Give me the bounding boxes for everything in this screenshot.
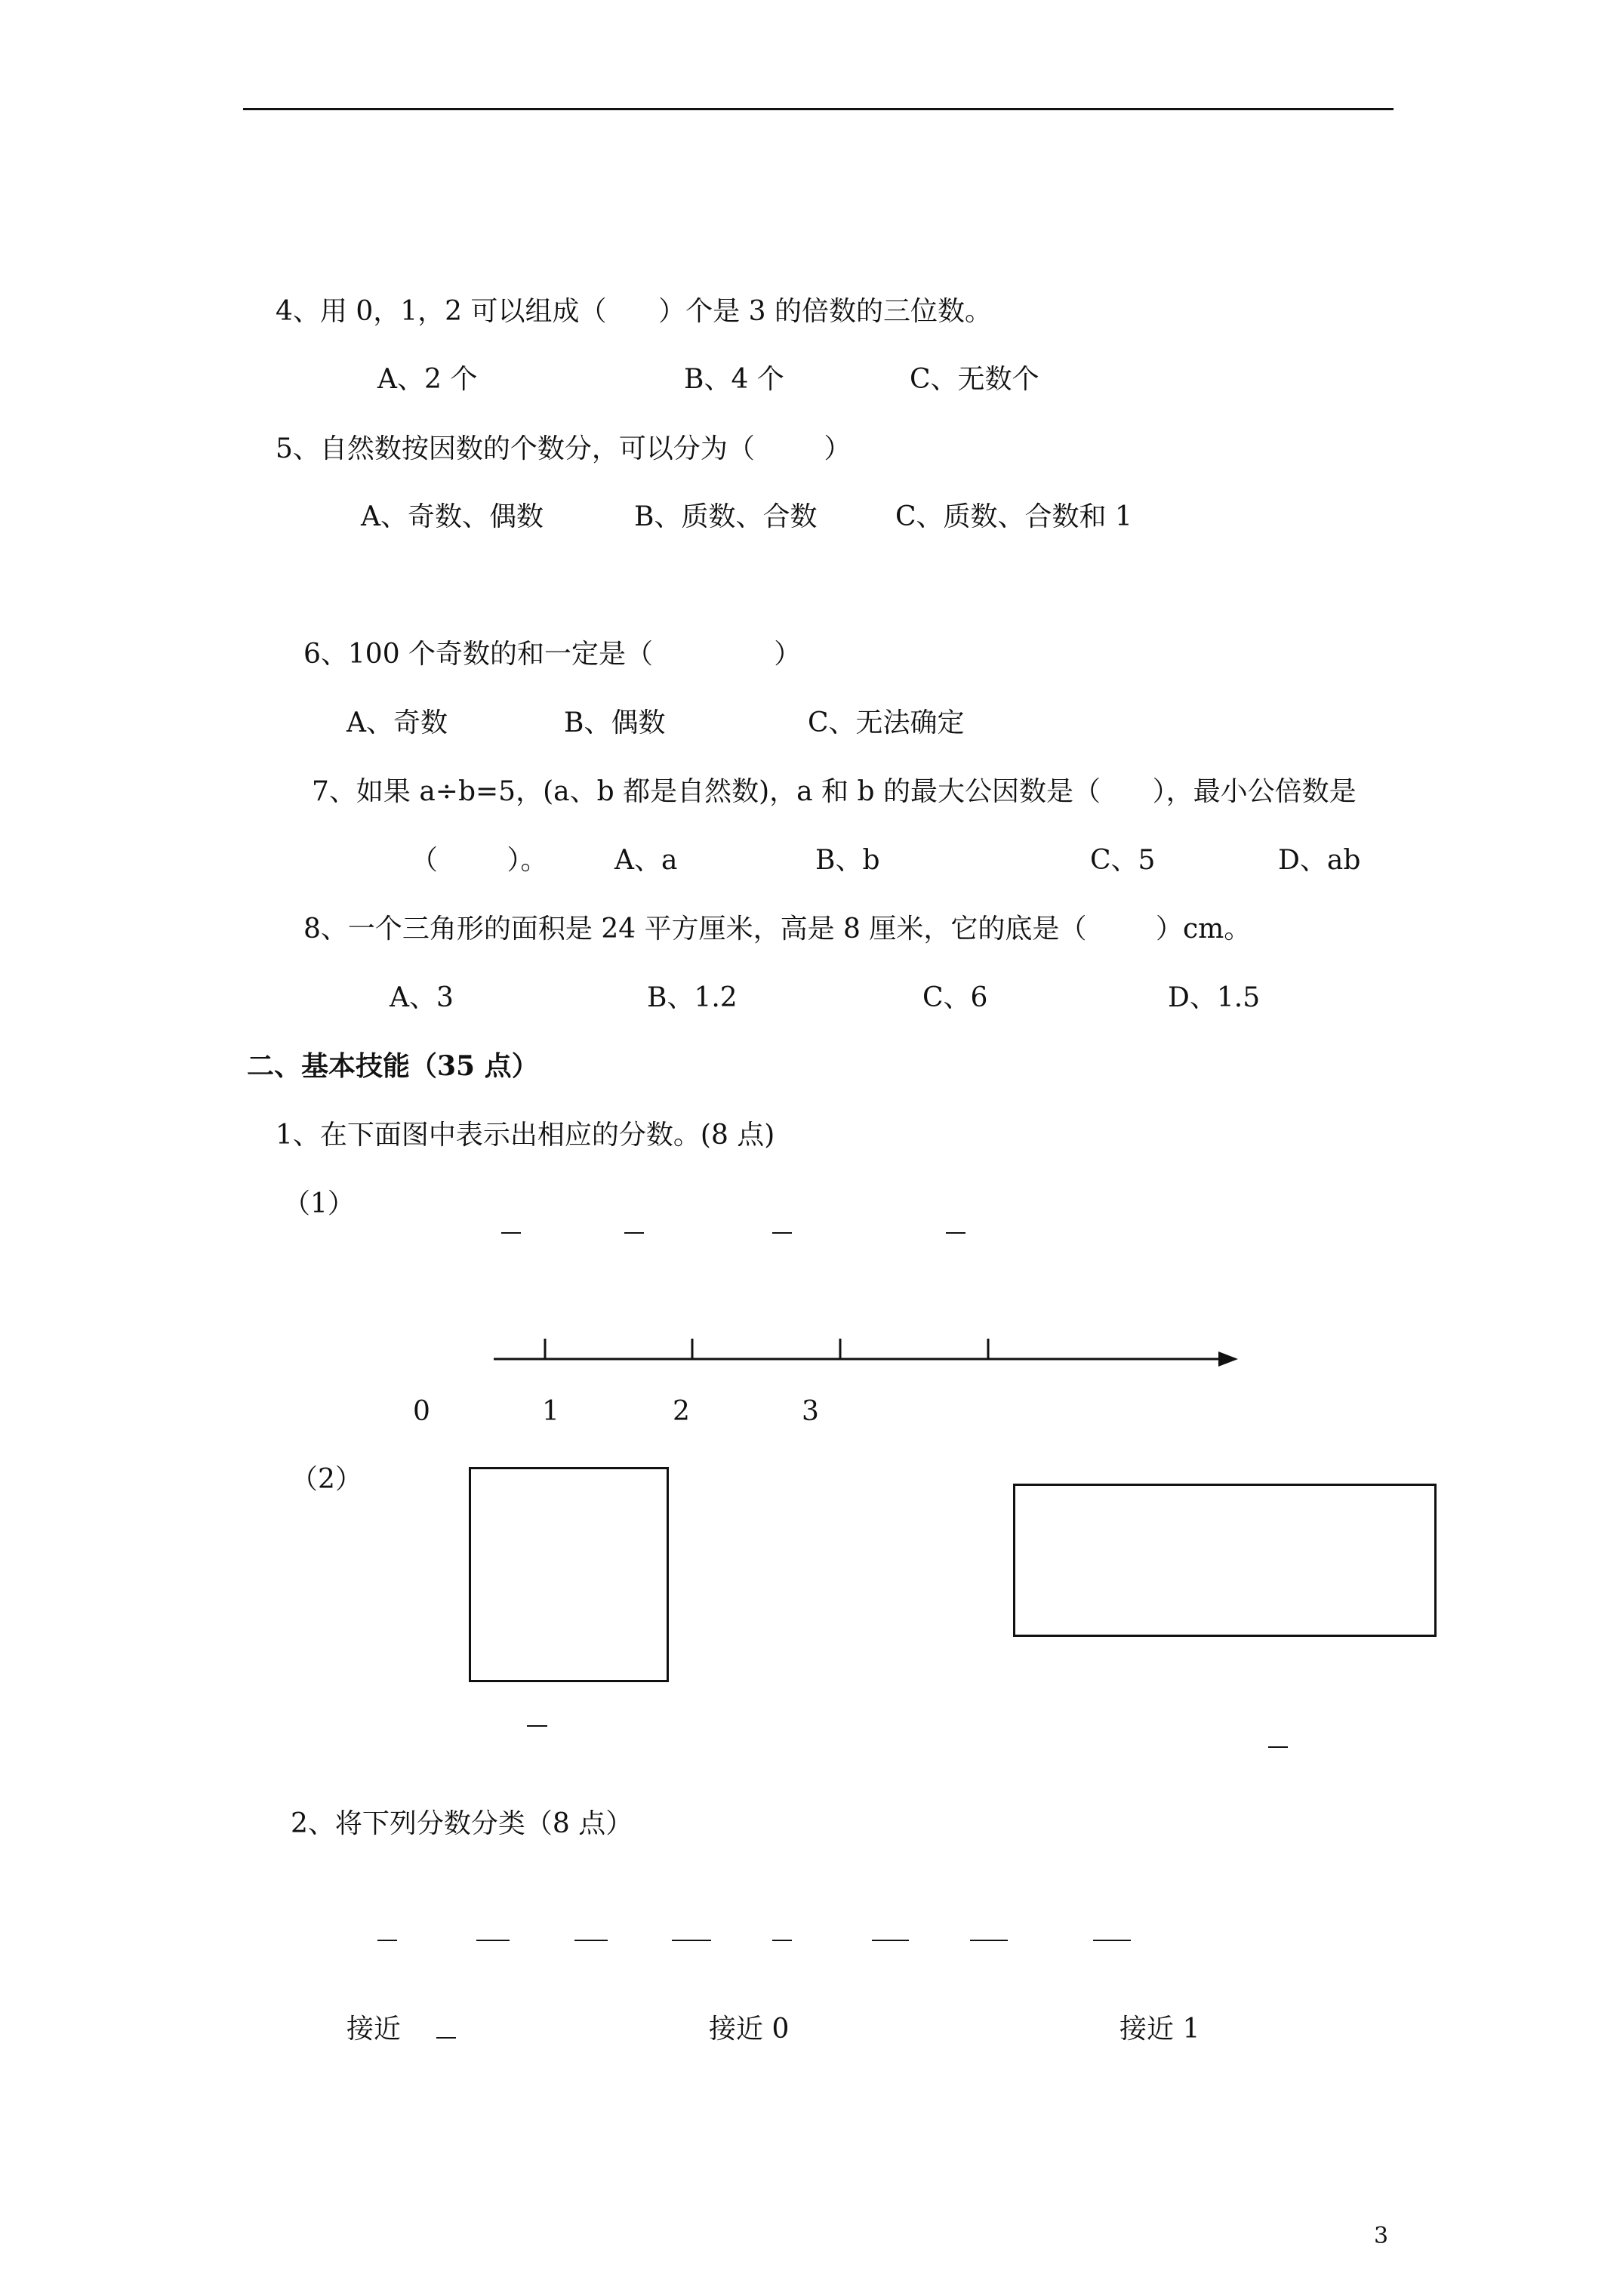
header-rule <box>243 108 1394 110</box>
fraction-blank <box>872 1940 909 1941</box>
question-8-option-b: B、1.2 <box>647 982 738 1013</box>
question-7-blank: （ ）。 <box>411 845 548 876</box>
rectangle-shape <box>1013 1484 1437 1637</box>
question-8-option-a: A、3 <box>390 982 454 1013</box>
section-2-title: 二、基本技能（35 点） <box>247 1050 539 1082</box>
fraction-blank <box>476 1940 510 1941</box>
question-5-stem: 5、自然数按因数的个数分，可以分为（ ） <box>276 433 852 464</box>
question-4-option-c: C、无数个 <box>910 364 1039 395</box>
question-6-option-c: C、无法确定 <box>808 707 965 738</box>
question-4-option-b: B、4 个 <box>684 364 784 395</box>
fraction-blank <box>436 2037 456 2039</box>
question-5-option-b: B、质数、合数 <box>634 501 818 532</box>
fraction-blank <box>772 1232 792 1234</box>
category-near-half-label: 接近 <box>346 2014 402 2045</box>
square-shape <box>469 1467 669 1682</box>
category-near-one-label: 接近 1 <box>1119 2014 1200 2045</box>
fraction-blank <box>946 1232 965 1234</box>
question-8-option-c: C、6 <box>922 982 988 1013</box>
tick-label-3: 3 <box>802 1396 819 1427</box>
fraction-blank <box>377 1940 397 1941</box>
fraction-blank <box>772 1940 792 1941</box>
fraction-blank <box>970 1940 1008 1941</box>
tick-label-1: 1 <box>542 1396 559 1427</box>
question-4-option-a: A、2 个 <box>377 364 478 395</box>
fraction-blank <box>574 1940 608 1941</box>
fraction-blank <box>1268 1746 1288 1748</box>
question-7-option-c: C、5 <box>1090 845 1156 876</box>
fraction-blank <box>1093 1940 1131 1941</box>
question-7-option-d: D、ab <box>1278 845 1361 876</box>
fraction-blank <box>527 1725 547 1727</box>
question-4-stem: 4、用 0，1，2 可以组成（ ）个是 3 的倍数的三位数。 <box>276 296 992 327</box>
section-2-item-1-part-2-label: （2） <box>291 1464 362 1495</box>
question-7-option-b: B、b <box>815 845 880 876</box>
question-6-option-b: B、偶数 <box>564 707 666 738</box>
question-8-stem: 8、一个三角形的面积是 24 平方厘米，高是 8 厘米，它的底是（ ）cm。 <box>303 914 1252 945</box>
number-line-arrow <box>1218 1351 1238 1367</box>
question-6-stem: 6、100 个奇数的和一定是（ ） <box>303 639 802 670</box>
fraction-blank <box>501 1232 521 1234</box>
section-2-item-1-part-1-label: （1） <box>283 1188 355 1219</box>
section-2-item-1-text: 1、在下面图中表示出相应的分数。(8 点) <box>276 1120 775 1151</box>
question-6-option-a: A、奇数 <box>346 707 448 738</box>
fraction-blank <box>672 1940 711 1941</box>
tick-label-0: 0 <box>413 1396 430 1427</box>
question-5-option-a: A、奇数、偶数 <box>361 501 544 532</box>
question-5-option-c: C、质数、合数和 1 <box>895 501 1132 532</box>
page-number: 3 <box>1374 2223 1389 2249</box>
question-7-stem: 7、如果 a÷b=5，(a、b 都是自然数)，a 和 b 的最大公因数是（ ），最小公倍数是 <box>312 776 1357 807</box>
category-near-zero-label: 接近 0 <box>709 2014 790 2045</box>
question-7-option-a: A、a <box>614 845 678 876</box>
section-2-item-2-text: 2、将下列分数分类（8 点） <box>291 1808 633 1839</box>
question-8-option-d: D、1.5 <box>1168 982 1261 1013</box>
number-line <box>491 1329 1246 1374</box>
tick-label-2: 2 <box>673 1396 690 1427</box>
fraction-blank <box>624 1232 644 1234</box>
